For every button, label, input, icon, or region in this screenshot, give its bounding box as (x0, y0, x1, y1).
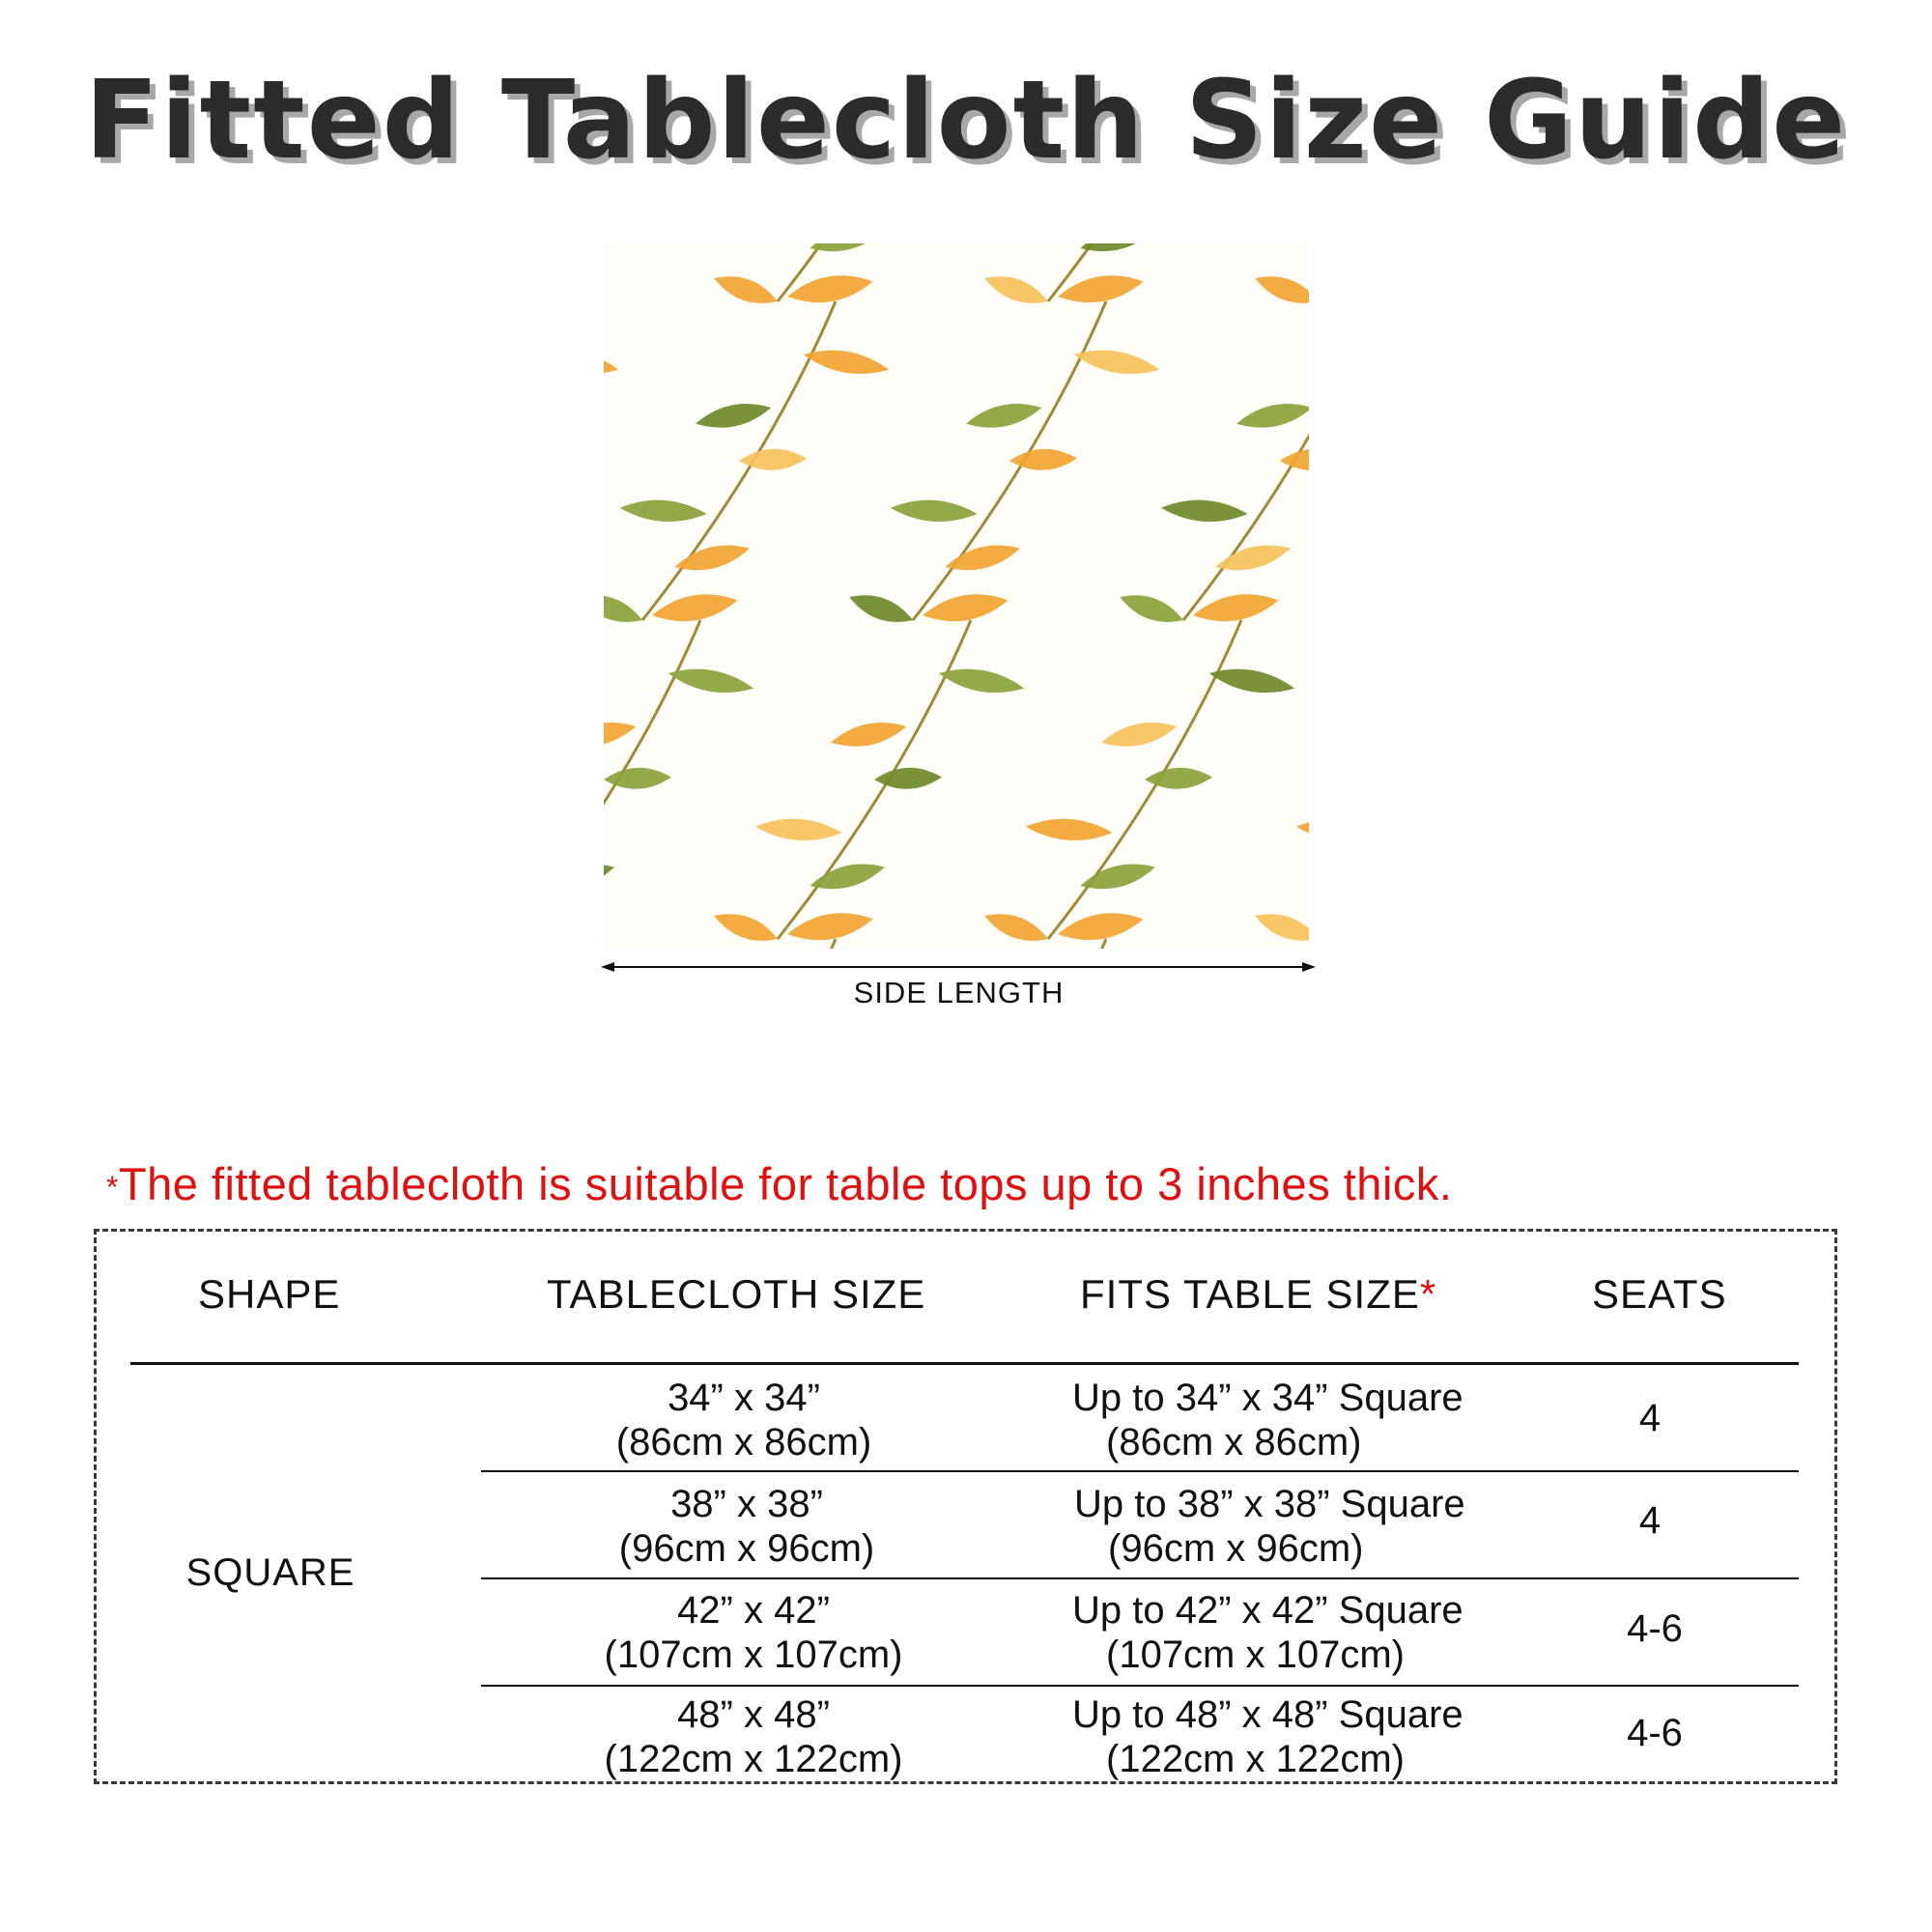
leaf-shape (829, 716, 909, 753)
leaf-shape (694, 397, 774, 434)
leaf-shape (604, 344, 620, 380)
leaf-shape (619, 497, 707, 525)
leaf-shape (604, 270, 605, 309)
page-title: Fitted Tablecloth Size Guide (84, 58, 1848, 184)
size-cm: (86cm x 86cm) (615, 1421, 872, 1463)
fits-cm: (122cm x 122cm) (1106, 1738, 1405, 1780)
size-inches: 42” x 42” (677, 1589, 830, 1632)
size-cm: (122cm x 122cm) (604, 1738, 903, 1780)
leaf-shape (943, 538, 1023, 578)
thickness-note (106, 1157, 1452, 1210)
leaf-shape (890, 497, 978, 525)
fits-inches: Up to 38” x 38” Square (1074, 1483, 1465, 1525)
leaf-shape (845, 587, 916, 631)
size-inches: 48” x 48” (677, 1693, 830, 1736)
side-length-arrow (601, 960, 1316, 974)
leaf-shape (604, 857, 617, 896)
size-cm: (107cm x 107cm) (604, 1634, 903, 1676)
stem-line (1183, 939, 1309, 949)
leaf-shape (754, 816, 842, 843)
row-divider (481, 1685, 1799, 1687)
tablecloth-size-cell (541, 1376, 947, 1464)
leaf-shape (1116, 587, 1186, 631)
note-asterisk: * (106, 1170, 119, 1206)
header-fits-asterisk: * (1419, 1271, 1437, 1317)
leaf-shape (1280, 448, 1309, 471)
leaf-shape (964, 397, 1044, 434)
size-cm: (96cm x 96cm) (618, 1527, 875, 1570)
leaf-shape (1251, 269, 1309, 312)
fits-cm: (107cm x 107cm) (1106, 1634, 1405, 1676)
header-seats: SEATS (1592, 1271, 1727, 1317)
size-inches: 38” x 38” (670, 1483, 823, 1525)
leaf-shape (1078, 857, 1158, 896)
row-divider (481, 1470, 1799, 1472)
leaf-shape (808, 857, 888, 896)
leaf-shape (1078, 243, 1158, 259)
fits-cm: (96cm x 96cm) (1108, 1527, 1364, 1570)
seats-cell: 4 (1638, 1499, 1662, 1542)
leaf-shape (1235, 397, 1309, 434)
shape-cell: SQUARE (185, 1551, 355, 1594)
leaf-shape (672, 538, 753, 578)
fits-inches: Up to 48” x 48” Square (1072, 1693, 1463, 1736)
seats-cell: 4-6 (1627, 1607, 1683, 1650)
leaf-shape (1251, 906, 1309, 949)
tablecloth-pattern-image (604, 243, 1309, 949)
leaf-pattern (604, 243, 1309, 949)
header-divider (130, 1362, 1799, 1365)
fits-size-cell (1072, 1588, 1536, 1677)
leaf-shape (604, 243, 617, 259)
tablecloth-size-cell (541, 1588, 966, 1677)
tablecloth-size-cell (541, 1482, 952, 1571)
header-shape: SHAPE (198, 1271, 341, 1317)
leaf-shape (1099, 716, 1179, 753)
leaf-shape (808, 243, 888, 259)
leaf-shape (1160, 497, 1248, 525)
header-tablecloth-size: TABLECLOTH SIZE (547, 1271, 926, 1317)
fits-cm: (86cm x 86cm) (1106, 1421, 1362, 1463)
leaf-shape (604, 907, 605, 947)
leaf-shape (710, 906, 781, 949)
fits-inches: Up to 34” x 34” Square (1072, 1377, 1463, 1419)
leaf-shape (980, 906, 1051, 949)
fits-inches: Up to 42” x 42” Square (1072, 1589, 1463, 1632)
leaf-shape (1025, 816, 1113, 843)
note-text: The fitted tablecloth is suitable for table tops up to 3 inches thick. (118, 1158, 1453, 1209)
leaf-shape (980, 269, 1051, 312)
stem-line (642, 939, 836, 949)
fits-size-cell (1074, 1482, 1519, 1571)
leaf-shape (604, 716, 639, 753)
row-divider (481, 1577, 1799, 1579)
header-fits-label: FITS TABLE SIZE (1080, 1271, 1420, 1317)
stem-line (913, 939, 1106, 949)
seats-cell: 4 (1638, 1397, 1662, 1439)
size-inches: 34” x 34” (668, 1377, 820, 1419)
fits-size-cell (1072, 1376, 1517, 1464)
fits-size-cell (1072, 1692, 1536, 1781)
leaf-shape (1295, 816, 1309, 843)
stem-line (604, 243, 700, 301)
leaf-shape (710, 269, 781, 312)
seats-cell: 4-6 (1627, 1712, 1683, 1754)
leaf-shape (604, 587, 646, 631)
tablecloth-size-cell (541, 1692, 966, 1781)
header-fits-table-size (1080, 1271, 1436, 1318)
leaf-shape (1213, 538, 1293, 578)
side-length-label: SIDE LENGTH (853, 976, 1065, 1009)
